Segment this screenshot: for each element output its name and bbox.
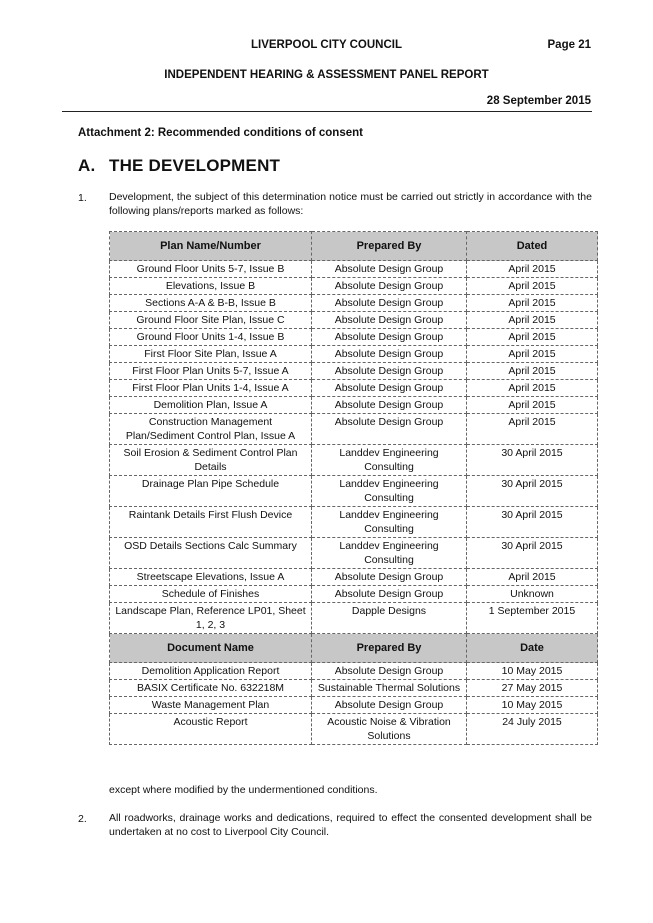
table-row bbox=[110, 445, 598, 476]
page-number: Page 21 bbox=[547, 39, 591, 51]
table-cell: Absolute Design Group bbox=[312, 397, 467, 414]
table-cell: 30 April 2015 bbox=[467, 507, 598, 538]
table-cell: 30 April 2015 bbox=[467, 476, 598, 507]
item-text: All roadworks, drainage works and dedications, required to effect the consented development shall be undertaken at no cost to Liverpool City Council. bbox=[109, 812, 592, 838]
table-cell: Absolute Design Group bbox=[312, 586, 467, 603]
table-cell: Absolute Design Group bbox=[312, 346, 467, 363]
table-cell: Absolute Design Group bbox=[312, 312, 467, 329]
header-cell: Document Name bbox=[110, 634, 312, 663]
table-cell: Absolute Design Group bbox=[312, 380, 467, 397]
table-cell: Waste Management Plan bbox=[110, 697, 312, 714]
table-cell: April 2015 bbox=[467, 329, 598, 346]
table-row bbox=[110, 663, 598, 680]
table-row bbox=[110, 312, 598, 329]
table-cell: April 2015 bbox=[467, 278, 598, 295]
table-cell: April 2015 bbox=[467, 569, 598, 586]
table-cell: BASIX Certificate No. 632218M bbox=[110, 680, 312, 697]
table-cell: Landscape Plan, Reference LP01, Sheet 1, 2, 3 bbox=[110, 603, 312, 634]
section-title: THE DEVELOPMENT bbox=[109, 156, 281, 175]
table-cell: First Floor Plan Units 1-4, Issue A bbox=[110, 380, 312, 397]
table-cell: Demolition Application Report bbox=[110, 663, 312, 680]
table-row bbox=[110, 586, 598, 603]
table-cell: Soil Erosion & Sediment Control Plan Details bbox=[110, 445, 312, 476]
table-row bbox=[110, 603, 598, 634]
table-cell: April 2015 bbox=[467, 346, 598, 363]
table-cell: Dapple Designs bbox=[312, 603, 467, 634]
table-cell: Absolute Design Group bbox=[312, 663, 467, 680]
header-cell: Prepared By bbox=[312, 232, 467, 261]
header-cell: Prepared By bbox=[312, 634, 467, 663]
table-cell: April 2015 bbox=[467, 261, 598, 278]
table-row bbox=[110, 346, 598, 363]
table-cell: Landdev Engineering Consulting bbox=[312, 476, 467, 507]
header-cell: Dated bbox=[467, 232, 598, 261]
report-date: 28 September 2015 bbox=[486, 95, 591, 107]
table-cell: 10 May 2015 bbox=[467, 697, 598, 714]
table-row bbox=[110, 363, 598, 380]
table-cell: April 2015 bbox=[467, 397, 598, 414]
table-cell: Drainage Plan Pipe Schedule bbox=[110, 476, 312, 507]
plans-table bbox=[109, 231, 598, 745]
section-letter: A. bbox=[78, 156, 96, 175]
table-row bbox=[110, 476, 598, 507]
table-row bbox=[110, 295, 598, 312]
table-cell: Absolute Design Group bbox=[312, 261, 467, 278]
table-cell: Acoustic Report bbox=[110, 714, 312, 745]
table-row bbox=[110, 278, 598, 295]
table-cell: 27 May 2015 bbox=[467, 680, 598, 697]
table-cell: First Floor Site Plan, Issue A bbox=[110, 346, 312, 363]
table-cell: 30 April 2015 bbox=[467, 445, 598, 476]
table-cell: Landdev Engineering Consulting bbox=[312, 445, 467, 476]
table-cell: Demolition Plan, Issue A bbox=[110, 397, 312, 414]
table-row bbox=[110, 380, 598, 397]
table-cell: Ground Floor Site Plan, Issue C bbox=[110, 312, 312, 329]
table-header-row bbox=[110, 232, 598, 261]
table-cell: Absolute Design Group bbox=[312, 329, 467, 346]
table-cell: Ground Floor Units 1-4, Issue B bbox=[110, 329, 312, 346]
table-cell: April 2015 bbox=[467, 295, 598, 312]
table-cell: Absolute Design Group bbox=[312, 295, 467, 312]
table-cell: April 2015 bbox=[467, 312, 598, 329]
item-text: Development, the subject of this determination notice must be carried out strictly in accordance with the following plans/reports marked as follows: bbox=[109, 191, 592, 217]
table-row bbox=[110, 507, 598, 538]
table-cell: Elevations, Issue B bbox=[110, 278, 312, 295]
item-number: 2. bbox=[78, 813, 87, 825]
table-cell: Acoustic Noise & Vibration Solutions bbox=[312, 714, 467, 745]
table-row bbox=[110, 538, 598, 569]
header-divider bbox=[62, 111, 592, 112]
report-title: INDEPENDENT HEARING & ASSESSMENT PANEL REPORT bbox=[164, 69, 489, 81]
table-row bbox=[110, 697, 598, 714]
header-cell: Plan Name/Number bbox=[110, 232, 312, 261]
table-cell: OSD Details Sections Calc Summary bbox=[110, 538, 312, 569]
table-cell: 1 September 2015 bbox=[467, 603, 598, 634]
item-number: 1. bbox=[78, 192, 87, 204]
table-cell: Raintank Details First Flush Device bbox=[110, 507, 312, 538]
table-cell: Streetscape Elevations, Issue A bbox=[110, 569, 312, 586]
table-cell: 10 May 2015 bbox=[467, 663, 598, 680]
table-cell: First Floor Plan Units 5-7, Issue A bbox=[110, 363, 312, 380]
table-cell: Unknown bbox=[467, 586, 598, 603]
table-cell: Landdev Engineering Consulting bbox=[312, 538, 467, 569]
table-row bbox=[110, 680, 598, 697]
table-row bbox=[110, 397, 598, 414]
table-cell: Sustainable Thermal Solutions bbox=[312, 680, 467, 697]
table-cell: Absolute Design Group bbox=[312, 569, 467, 586]
table-cell: Absolute Design Group bbox=[312, 278, 467, 295]
table-cell: April 2015 bbox=[467, 363, 598, 380]
except-note: except where modified by the undermentioned conditions. bbox=[109, 784, 378, 796]
table-cell: Absolute Design Group bbox=[312, 697, 467, 714]
document-rows bbox=[110, 663, 598, 745]
attachment-title: Attachment 2: Recommended conditions of consent bbox=[78, 127, 363, 139]
table-cell: 30 April 2015 bbox=[467, 538, 598, 569]
table-cell: Absolute Design Group bbox=[312, 363, 467, 380]
table-row bbox=[110, 414, 598, 445]
section-heading bbox=[78, 156, 280, 176]
table-cell: April 2015 bbox=[467, 380, 598, 397]
table-row bbox=[110, 261, 598, 278]
table-header-row bbox=[110, 634, 598, 663]
table-cell: Construction Management Plan/Sediment Control Plan, Issue A bbox=[110, 414, 312, 445]
table-cell: Schedule of Finishes bbox=[110, 586, 312, 603]
header-cell: Date bbox=[467, 634, 598, 663]
table-cell: Absolute Design Group bbox=[312, 414, 467, 445]
plan-rows bbox=[110, 261, 598, 634]
table-cell: 24 July 2015 bbox=[467, 714, 598, 745]
table-cell: Landdev Engineering Consulting bbox=[312, 507, 467, 538]
table-cell: Sections A-A & B-B, Issue B bbox=[110, 295, 312, 312]
table-row bbox=[110, 569, 598, 586]
table-row bbox=[110, 714, 598, 745]
table-cell: April 2015 bbox=[467, 414, 598, 445]
table-cell: Ground Floor Units 5-7, Issue B bbox=[110, 261, 312, 278]
council-name: LIVERPOOL CITY COUNCIL bbox=[250, 39, 402, 51]
table-row bbox=[110, 329, 598, 346]
